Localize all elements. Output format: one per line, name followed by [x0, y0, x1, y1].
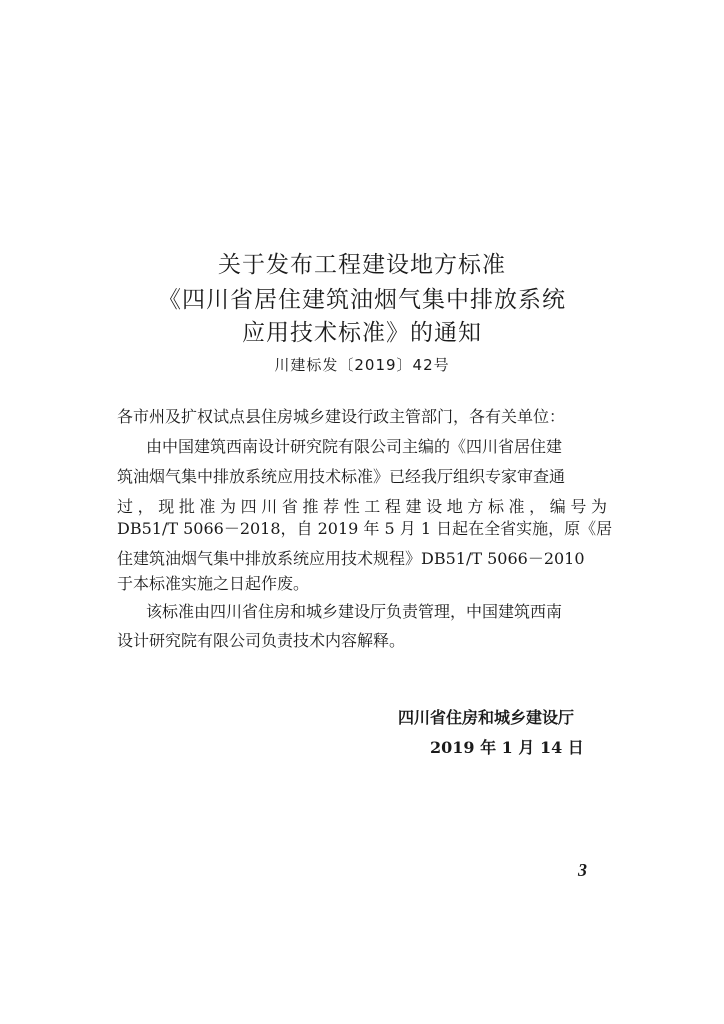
- title-line-1: 关于发布工程建设地方标准: [218, 252, 506, 278]
- page-number: 3: [578, 860, 587, 880]
- paragraph-1-line-6: 于本标准实施之日起作废。: [117, 574, 310, 593]
- signature-date: 2019 年 1 月 14 日: [430, 738, 584, 757]
- paragraph-2-line-1: 该标准由四川省住房和城乡建设厅负责管理，中国建筑西南: [146, 602, 563, 621]
- document-number: 川建标发〔2019〕42号: [274, 356, 450, 374]
- paragraph-1-line-1: 由中国建筑西南设计研究院有限公司主编的《四川省居住建: [146, 437, 563, 456]
- paragraph-1-line-4: DB51/T 5066－2018，自 2019 年 5 月 1 日起在全省实施，原《居: [117, 519, 613, 538]
- paragraph-2-line-2: 设计研究院有限公司负责技术内容解释。: [117, 631, 406, 650]
- salutation: 各市州及扩权试点县住房城乡建设行政主管部门，各有关单位：: [117, 407, 566, 426]
- title-line-2: 《四川省居住建筑油烟气集中排放系统: [158, 287, 566, 313]
- paragraph-1-line-2: 筑油烟气集中排放系统应用技术标准》已经我厅组织专家审查通: [117, 467, 566, 486]
- signature-organization: 四川省住房和城乡建设厅: [398, 708, 575, 727]
- paragraph-1-line-5: 住建筑油烟气集中排放系统应用技术规程》DB51/T 5066－2010: [117, 549, 585, 568]
- paragraph-1-line-3: 过，现批准为四川省推荐性工程建设地方标准，编号为: [117, 497, 607, 516]
- title-line-3: 应用技术标准》的通知: [242, 320, 482, 346]
